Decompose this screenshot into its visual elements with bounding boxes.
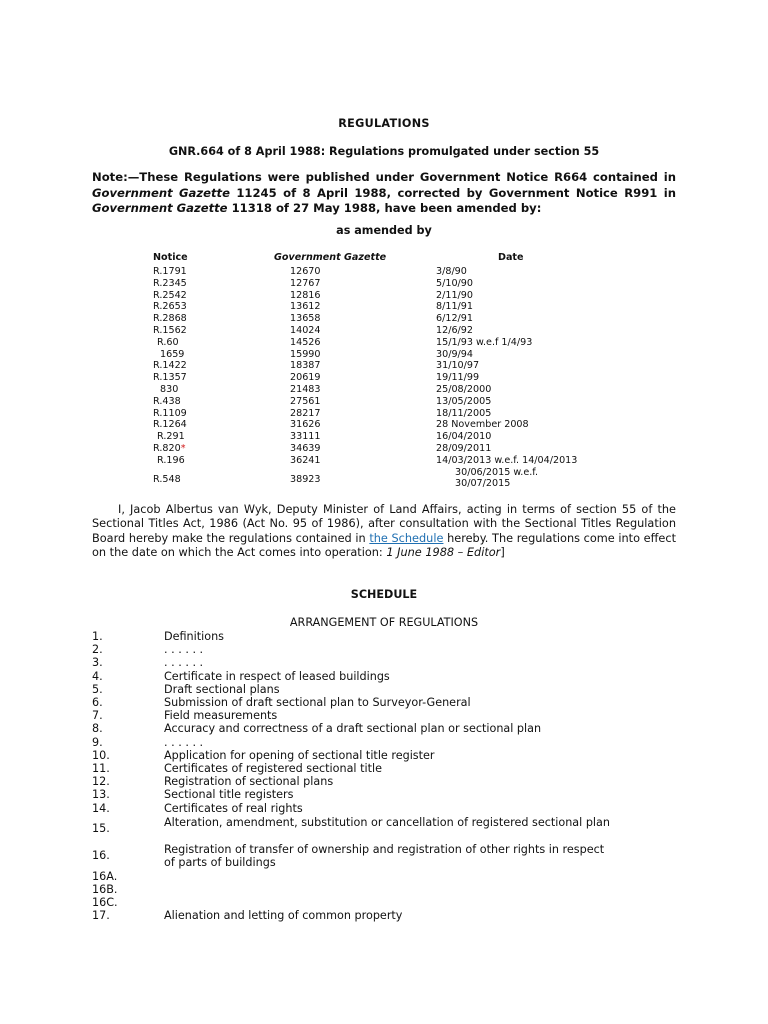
gazette-cell: 15990 — [290, 348, 321, 360]
regulation-title: Definitions — [164, 630, 225, 643]
regulation-number: 14. — [92, 801, 110, 815]
regulation-title: Certificates of registered sectional title — [164, 762, 382, 775]
date-cell: 6/12/91 — [436, 313, 473, 325]
gazette-cell: 31626 — [290, 419, 321, 431]
date-cell: 28 November 2008 — [436, 419, 529, 431]
date-cell: 31/10/97 — [436, 360, 480, 372]
date-cell: 13/05/2005 — [436, 395, 492, 407]
regulation-title: Certificate in respect of leased buildings — [164, 669, 390, 683]
gazette-cell: 34639 — [290, 443, 321, 454]
date-cell: 2/11/90 — [436, 289, 473, 301]
date-cell: 8/11/91 — [436, 301, 473, 313]
preamble-text-1: I, Jacob Albertus van Wyk, Deputy Minister of Land Affairs, acting in terms of section 55 of the Sectional Titles Act, 1986 (Act No. 95 of 1986), after consultation with the Sectional Titles Regulation Board hereby make the regulations contained in — [92, 503, 676, 545]
column-header-notice: Notice — [153, 252, 188, 263]
notice-number: R.196 — [157, 454, 185, 466]
date-cell: 12/6/92 — [436, 325, 473, 336]
notice-number: R.1264 — [153, 419, 187, 431]
notice-cell — [153, 360, 187, 371]
regulation-title: Alienation and letting of common property — [164, 909, 403, 923]
regulation-number: 4. — [92, 669, 103, 683]
gazette-cell: 33111 — [290, 431, 321, 443]
note-tail: 11318 of 27 May 1988, have been amended by: — [227, 201, 542, 215]
regulation-number: 13. — [92, 788, 110, 802]
notice-cell — [153, 396, 181, 407]
notice-number: R.2868 — [153, 313, 187, 325]
preamble-text-2: hereby. The regulations come into effect on the date on which the Act comes into operation: — [92, 531, 677, 560]
date-cell: 14/03/2013 w.e.f. 14/04/2013 — [436, 454, 578, 466]
date-cell: 16/04/2010 — [436, 431, 492, 443]
note-gazette-2: Government Gazette — [92, 201, 228, 215]
footnote-marker[interactable]: * — [180, 443, 186, 454]
notice-number: R.291 — [157, 431, 185, 443]
notice-number: R.2542 — [153, 289, 187, 301]
gazette-cell: 27561 — [290, 395, 321, 407]
regulation-title: Sectional title registers — [164, 788, 294, 802]
regulation-number: 1. — [92, 630, 103, 643]
regulation-title: Certificates of real rights — [164, 801, 303, 815]
column-header-gazette: Government Gazette — [274, 252, 387, 263]
note-gazette-1: Government Gazette — [92, 185, 230, 200]
date-cell: 28/09/2011 — [436, 443, 492, 454]
regulation-number: 16B. — [92, 883, 118, 896]
regulation-number: 2. — [92, 643, 103, 657]
notice-cell — [153, 325, 187, 336]
notice-number: R.1357 — [153, 372, 187, 384]
notice-heading: GNR.664 of 8 April 1988: Regulations promulgated under section 55 — [168, 145, 600, 158]
notice-number: 1659 — [160, 348, 185, 360]
page-title: REGULATIONS — [338, 117, 430, 130]
regulation-number: 12. — [92, 775, 110, 789]
regulation-number: 17. — [92, 909, 110, 923]
regulation-number: 8. — [92, 722, 103, 736]
notice-number: R.820 — [153, 443, 181, 454]
regulation-title: Alteration, amendment, substitution or cancellation of registered sectional plan — [164, 815, 610, 829]
date-cell: 3/8/90 — [436, 266, 467, 277]
date-cell: 19/11/99 — [436, 372, 480, 384]
gazette-cell: 13658 — [290, 313, 321, 325]
regulation-title: Field measurements — [164, 709, 278, 723]
notice-number: R.548 — [153, 473, 181, 485]
regulation-title: Draft sectional plans — [164, 682, 280, 696]
date-cell: 5/10/90 — [436, 277, 473, 289]
gazette-cell: 14526 — [290, 336, 321, 348]
notice-cell — [153, 419, 187, 430]
regulation-number: 7. — [92, 709, 103, 723]
date-cell: 30/06/2015 w.e.f. — [455, 466, 539, 478]
notice-cell — [153, 290, 187, 301]
regulation-title: Submission of draft sectional plan to Surveyor-General — [164, 696, 471, 709]
regulation-title: Registration of transfer of ownership and registration of other rights in respect of parts of buildings — [164, 843, 605, 869]
notice-cell — [153, 408, 187, 419]
gazette-cell: 20619 — [290, 372, 321, 384]
regulation-number: 11. — [92, 762, 110, 775]
notice-cell — [153, 266, 187, 277]
notice-cell — [153, 474, 181, 485]
editor-note: 1 June 1988 – Editor — [386, 546, 501, 560]
preamble-paragraph — [92, 503, 676, 561]
regulation-title: . . . . . . — [164, 643, 204, 657]
date-cell-continued: 30/07/2015 — [455, 477, 511, 489]
regulation-title: Accuracy and correctness of a draft sectional plan or sectional plan — [164, 722, 542, 736]
notice-number: R.438 — [153, 395, 181, 407]
regulation-number: 10. — [92, 748, 110, 762]
preamble-close: ] — [500, 546, 505, 560]
notice-number: R.1562 — [153, 325, 187, 336]
regulation-number: 16. — [92, 849, 110, 863]
regulation-number: 6. — [92, 696, 103, 709]
gazette-cell: 38923 — [290, 473, 321, 485]
note-mid: 11245 of 8 April 1988, corrected by Government Notice R991 in — [229, 185, 676, 200]
schedule-link[interactable]: the Schedule — [369, 531, 444, 545]
notice-cell — [160, 349, 184, 360]
notice-number: R.1422 — [153, 360, 187, 372]
gazette-cell: 14024 — [290, 325, 321, 336]
notice-cell — [160, 384, 178, 395]
notice-number: R.2653 — [153, 301, 187, 313]
arrangement-heading: ARRANGEMENT OF REGULATIONS — [289, 616, 479, 629]
gazette-cell: 12670 — [290, 266, 321, 277]
regulation-title: . . . . . . — [164, 656, 204, 670]
gazette-cell: 28217 — [290, 407, 321, 419]
schedule-heading: SCHEDULE — [350, 588, 418, 601]
regulation-number: 16C. — [92, 896, 118, 910]
notice-cell — [157, 337, 179, 348]
gazette-cell: 18387 — [290, 360, 321, 372]
notice-number: R.2345 — [153, 277, 187, 289]
notice-number: 830 — [160, 384, 179, 395]
notice-number: R.60 — [157, 336, 179, 348]
date-cell: 30/9/94 — [436, 348, 473, 360]
date-cell: 18/11/2005 — [436, 407, 492, 419]
notice-cell — [153, 372, 187, 383]
gazette-cell: 12767 — [290, 277, 321, 289]
gazette-cell: 12816 — [290, 289, 321, 301]
regulation-number: 3. — [92, 656, 103, 670]
notice-number: R.1109 — [153, 407, 187, 419]
date-cell: 15/1/93 w.e.f 1/4/93 — [436, 336, 533, 348]
notice-cell — [153, 301, 187, 312]
note-lead: Note:—These Regulations were published under Government Notice R664 contained in — [92, 170, 676, 184]
notice-cell — [157, 455, 185, 466]
notice-cell — [153, 278, 187, 289]
notice-cell — [157, 431, 185, 442]
amended-heading: as amended by — [336, 224, 432, 237]
notice-cell — [153, 313, 187, 324]
gazette-cell: 36241 — [290, 454, 321, 466]
gazette-cell: 21483 — [290, 384, 321, 395]
regulation-number: 9. — [92, 735, 103, 749]
publication-note — [92, 170, 676, 217]
regulation-number: 16A. — [92, 869, 118, 883]
regulation-title: Application for opening of sectional title register — [164, 748, 435, 762]
regulation-title: . . . . . . — [164, 735, 204, 749]
gazette-cell: 13612 — [290, 301, 321, 313]
regulation-title: Registration of sectional plans — [164, 775, 334, 789]
notice-number: R.1791 — [153, 266, 187, 277]
notice-cell — [153, 443, 185, 454]
regulation-number: 5. — [92, 682, 103, 696]
regulation-number: 15. — [92, 821, 110, 835]
date-cell: 25/08/2000 — [436, 384, 492, 395]
column-header-date: Date — [498, 252, 524, 263]
